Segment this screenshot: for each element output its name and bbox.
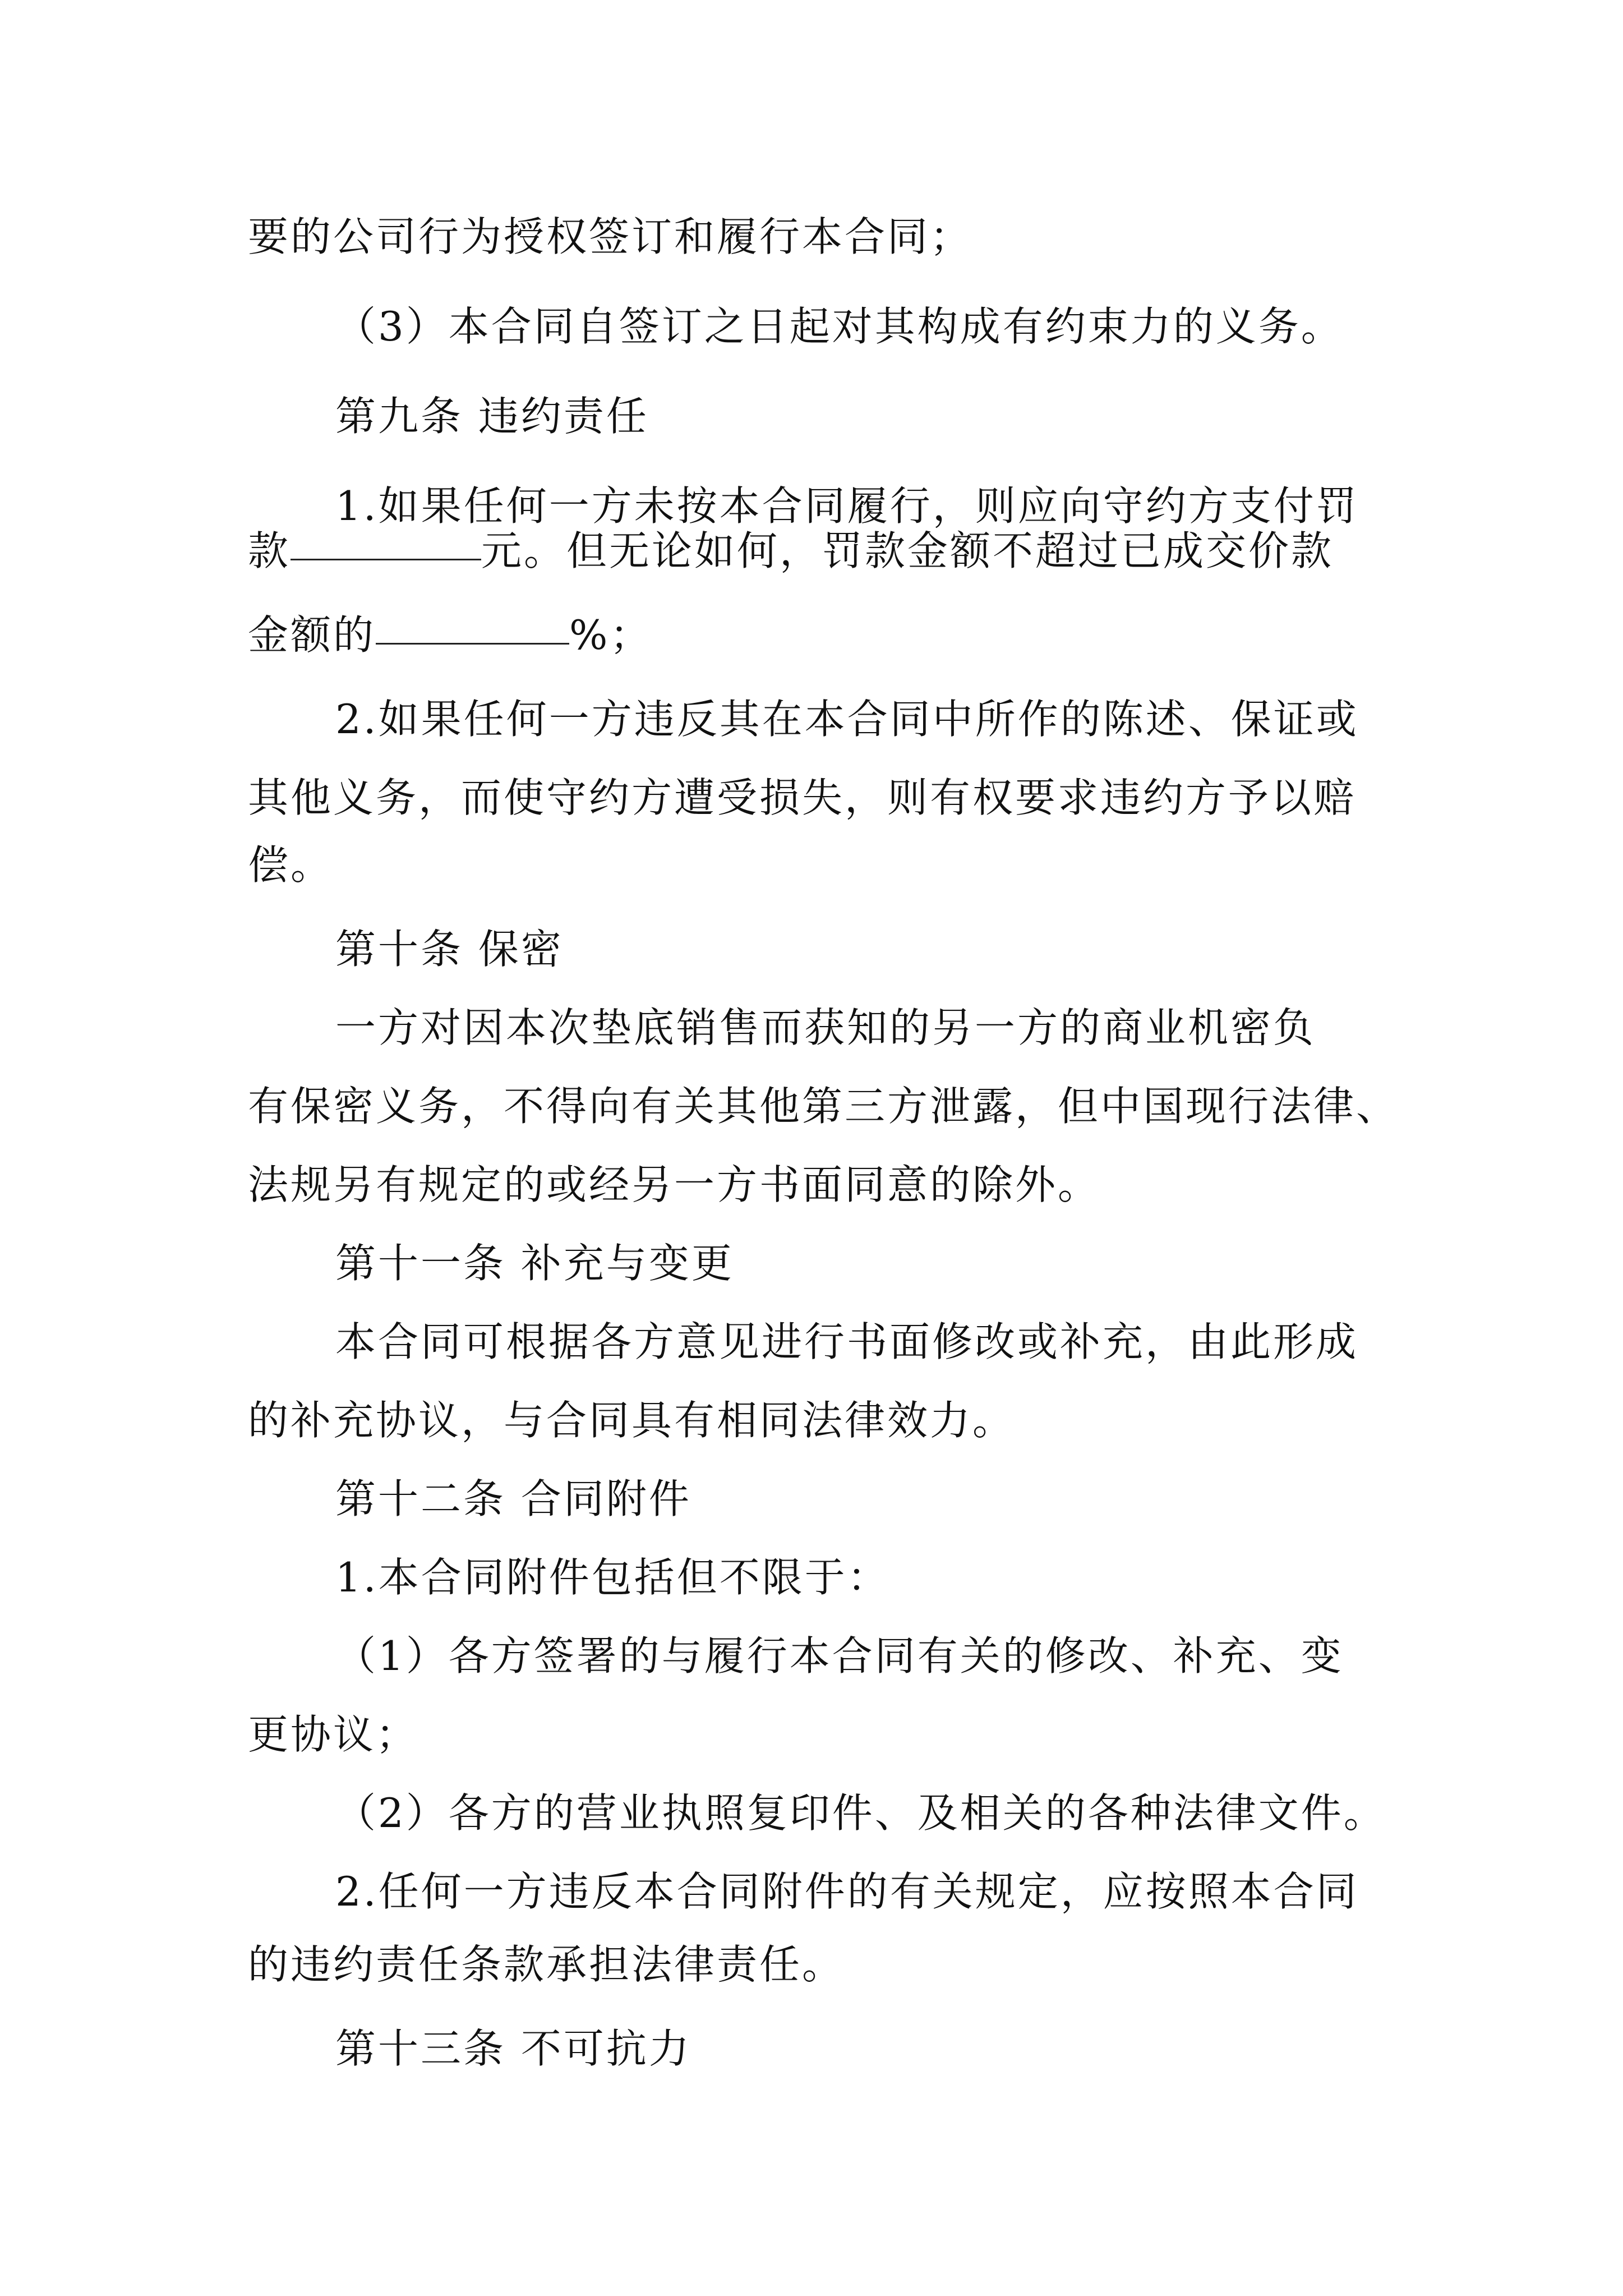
fill-in-blank — [376, 607, 569, 645]
fill-in-blank — [291, 523, 481, 560]
text-line: 本合同可根据各方意见进行书面修改或补充，由此形成 — [335, 1318, 1359, 1365]
section-heading: 第九条 违约责任 — [335, 393, 649, 440]
text-line: 一方对因本次垫底销售而获知的另一方的商业机密负 — [335, 1004, 1316, 1051]
text-fragment: 元。但无论如何，罚款金额不超过已成交价款 — [481, 527, 1334, 574]
text-line: 的补充协议，与合同具有相同法律效力。 — [248, 1397, 1016, 1444]
text-line: 其他义务，而使守约方遭受损失，则有权要求违约方予以赔 — [248, 774, 1357, 821]
text-line: 有保密义务，不得向有关其他第三方泄露，但中国现行法律、 — [248, 1083, 1399, 1130]
text-line — [248, 517, 1334, 585]
text-line: 的违约责任条款承担法律责任。 — [248, 1941, 845, 1988]
section-heading: 第十一条 补充与变更 — [335, 1240, 734, 1287]
text-line: 偿。 — [248, 841, 334, 889]
text-fragment: 款 — [248, 527, 291, 574]
text-line: 1.本合同附件包括但不限于： — [335, 1554, 890, 1601]
section-heading: 第十条 保密 — [335, 926, 564, 973]
text-line — [248, 601, 652, 669]
text-line: 要的公司行为授权签订和履行本合同； — [248, 213, 973, 260]
section-heading: 第十二条 合同附件 — [335, 1475, 691, 1522]
text-line: 更协议； — [248, 1711, 419, 1758]
text-line: （3）本合同自签订之日起对其构成有约束力的义务。 — [335, 303, 1344, 350]
text-line: （2）各方的营业执照复印件、及相关的各种法律文件。 — [335, 1789, 1386, 1837]
text-line: （1）各方签署的与履行本合同有关的修改、补充、变 — [335, 1632, 1344, 1680]
text-line: 1.如果任何一方未按本合同履行，则应向守约方支付罚 — [335, 482, 1359, 530]
text-line: 2.任何一方违反本合同附件的有关规定，应按照本合同 — [335, 1868, 1359, 1915]
section-heading: 第十三条 不可抗力 — [335, 2025, 691, 2072]
text-line: 2.如果任何一方违反其在本合同中所作的陈述、保证或 — [335, 696, 1359, 743]
text-fragment: %； — [569, 611, 653, 659]
text-line: 法规另有规定的或经另一方书面同意的除外。 — [248, 1161, 1101, 1208]
text-fragment: 金额的 — [248, 611, 376, 659]
